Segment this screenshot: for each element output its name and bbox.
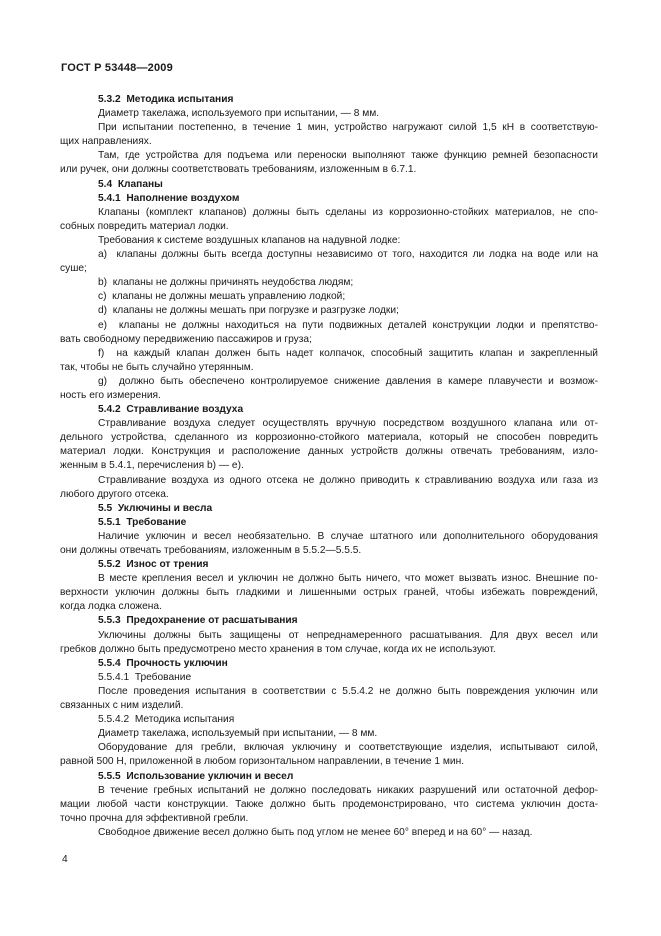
section-heading-line: 5.3.2 Методика испытания xyxy=(98,94,234,105)
text-line: любого другого отсека. xyxy=(60,488,169,500)
text-line: ность его измерения. xyxy=(60,389,161,401)
text-line: когда лодка сложена. xyxy=(60,601,162,613)
section-heading-line: 5.4.1 Наполнение воздухом xyxy=(98,192,240,204)
section-heading-line: 5.4.2 Стравливание воздуха xyxy=(98,404,244,416)
section-heading-line: 5.4 Клапаны xyxy=(98,178,163,190)
section-heading-line: 5.5.4 Прочность уключин xyxy=(98,657,228,669)
text-line: верхности уключин должны быть гладкими и лишенными острых граней, чтобы избежать повреждений, xyxy=(60,587,598,599)
text-line: В течение гребных испытаний не должно последовать никаких разрушений или остаточной дефор- xyxy=(98,784,598,796)
text-line: вать свободному передвижению пассажиров и груза; xyxy=(60,333,312,345)
section-heading-line: 5.5 Уключины и весла xyxy=(98,502,213,514)
text-line: Стравливание воздуха следует осуществлять вручную посредством воздушного клапана или от- xyxy=(98,418,598,430)
text-line: мации любой части конструкции. Также должно быть продемонстрировано, что система уключин доста- xyxy=(60,798,598,810)
text-line: Там, где устройства для подъема или переноски выполняют также функцию ремней безопасности xyxy=(98,150,598,162)
text-line: 5.5.4.2 Методика испытания xyxy=(98,714,235,726)
text-line: Требования к системе воздушных клапанов на надувной лодке: xyxy=(98,234,401,246)
text-line: b) клапаны не должны причинять неудобства людям; xyxy=(98,277,354,289)
text-line: При испытании постепенно, в течение 1 мин, устройство нагружают силой 1,5 кН в соответствую- xyxy=(98,122,598,134)
page-number: 4 xyxy=(62,854,68,865)
text-line: g) должно быть обеспечено контролируемое снижение давления в камере плавучести и возмож- xyxy=(98,375,598,387)
text-line: 5.5.4.1 Требование xyxy=(98,671,192,683)
text-line: женным в 5.4.1, перечисления b) — e). xyxy=(60,460,244,472)
text-line: e) клапаны не должны находиться на пути подвижных деталей конструкции лодки и препятство- xyxy=(98,319,598,331)
text-line: Клапаны (комплект клапанов) должны быть сделаны из коррозионно-стойких материалов, не спо- xyxy=(98,206,598,218)
text-line: суше; xyxy=(60,263,87,275)
section-heading-line: 5.5.2 Износ от трения xyxy=(98,559,209,571)
text-line: или ручек, они должны соответствовать требованиям, изложенным в 6.7.1. xyxy=(60,164,417,176)
text-line: точно прочна для эффективной гребли. xyxy=(60,812,249,824)
text-line: равной 500 Н, приложенной в любом горизонтальном направлении, в течение 1 мин. xyxy=(60,756,465,768)
section-heading-line: 5.5.1 Требование xyxy=(98,516,187,528)
text-line: они должны отвечать требованиям, изложенным в 5.5.2—5.5.5. xyxy=(60,545,362,556)
text-line: В месте крепления весел и уключин не должно быть ничего, что может вызвать износ. Внешние по- xyxy=(98,573,598,585)
text-line: a) клапаны должны быть всегда доступны независимо от того, находится ли лодка на воде или на xyxy=(98,249,598,261)
document-header: ГОСТ Р 53448—2009 xyxy=(61,62,173,74)
text-line: связанных с ним изделий. xyxy=(60,700,184,712)
text-line: гребков должно быть предусмотрено место хранения в том случае, когда их не используют. xyxy=(60,643,496,655)
text-line: собных повредить материал лодки. xyxy=(60,220,229,232)
text-line: дельного устройства, сделанного из коррозионно-стойкого материала, который не способен повредить xyxy=(60,432,598,444)
text-line: d) клапаны не должны мешать при погрузке и разгрузке лодки; xyxy=(98,305,399,317)
text-line: c) клапаны не должны мешать управлению лодкой; xyxy=(98,291,346,303)
text-line: Свободное движение весел должно быть под углом не менее 60° вперед и на 60° — назад. xyxy=(98,826,533,838)
text-line: Наличие уключин и весел необязательно. В случае штатного или дополнительного оборудования xyxy=(98,530,598,542)
section-heading-line: 5.5.5 Использование уключин и весел xyxy=(98,770,294,782)
text-line: так, чтобы не быть случайно утерянным. xyxy=(60,361,254,373)
text-line: f) на каждый клапан должен быть надет колпачок, способный защитить клапан и закрепленный xyxy=(98,347,598,359)
section-heading-line: 5.5.3 Предохранение от расшатывания xyxy=(98,615,298,627)
text-line: Диаметр такелажа, используемого при испытании, — 8 мм. xyxy=(98,108,380,120)
text-line: Стравливание воздуха из одного отсека не должно приводить к стравливанию воздуха или газа из xyxy=(98,474,598,486)
text-line: Диаметр такелажа, используемый при испытании, — 8 мм. xyxy=(98,728,378,740)
text-line: Оборудование для гребли, включая уключину и соответствующие изделия, испытывают силой, xyxy=(98,742,598,754)
document-body xyxy=(60,93,598,840)
text-line: материал лодки. Конструкция и расположение данных устройств должны отвечать требованиям, изло- xyxy=(60,446,598,458)
text-line: После проведения испытания в соответствии с 5.5.4.2 не должно быть повреждения уключин или xyxy=(98,685,598,697)
text-line: Уключины должны быть защищены от непреднамеренного расшатывания. Для двух весел или xyxy=(98,629,598,641)
text-line: щих направлениях. xyxy=(60,136,152,148)
